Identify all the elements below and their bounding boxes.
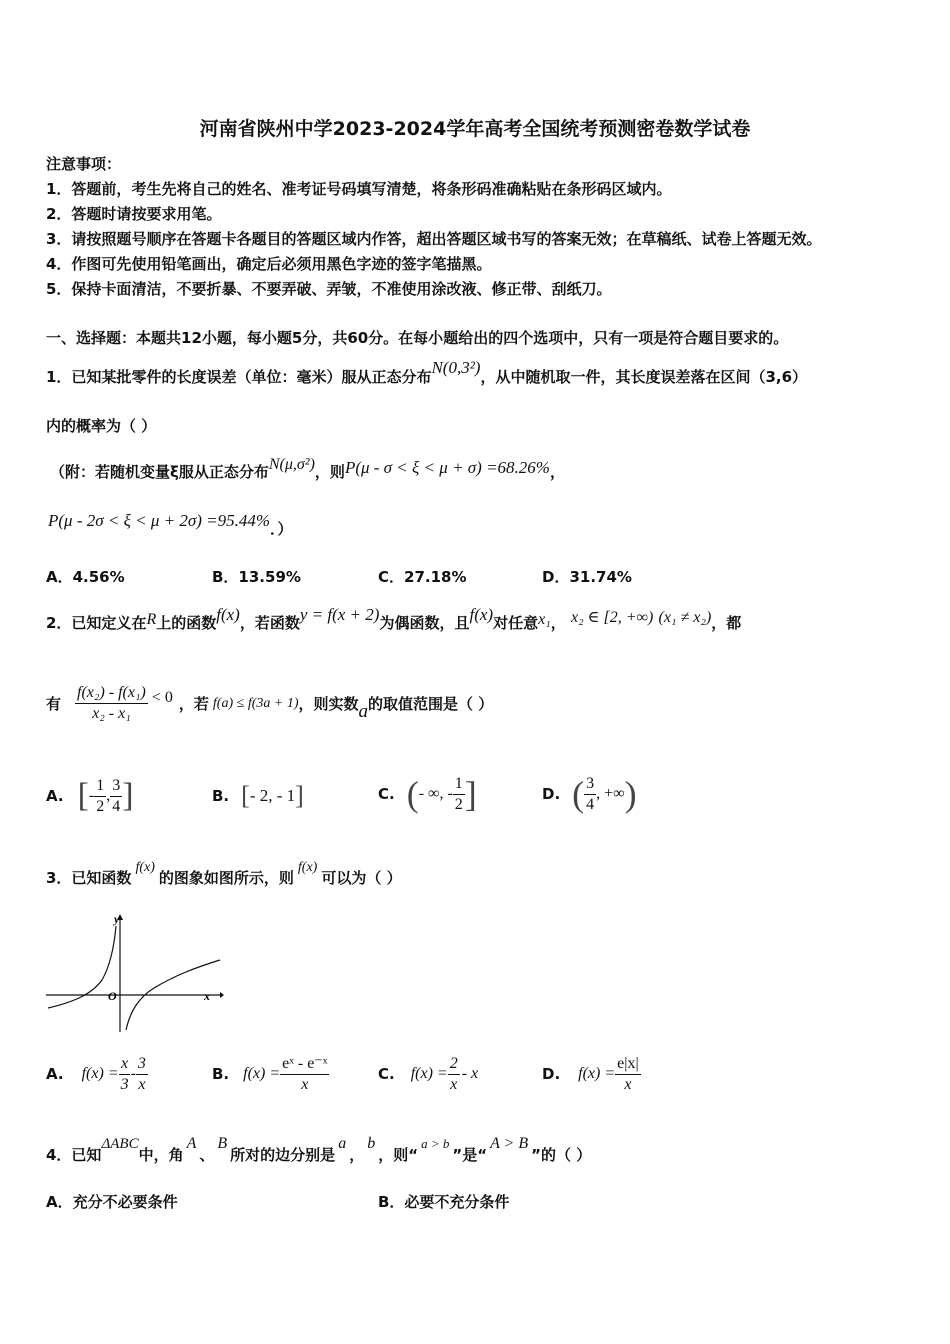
q3-option-c-label: C. [378, 1065, 395, 1083]
q2-text-g: ，若 [178, 695, 209, 713]
q1-note [50, 456, 565, 482]
q4-option-a[interactable]: A．充分不必要条件 [46, 1193, 178, 1211]
q4-text-b: 中，角 [138, 1146, 184, 1164]
q4-stem [46, 1135, 592, 1165]
frac-num: x [119, 1054, 130, 1075]
q1-note-b: ，则 [314, 463, 345, 481]
q4-text-e: ”是“ [452, 1146, 488, 1164]
q2-text-b: 上的函数 [156, 614, 217, 632]
q3-stem [46, 860, 402, 888]
q2-option-c-frac [453, 774, 465, 815]
q2-option-b-content: - 2, - 1 [249, 786, 296, 805]
q2-stem [46, 605, 742, 633]
q1-p1-tail: ， [549, 463, 565, 481]
left-paren-icon: ( [406, 774, 419, 814]
notice-item-4: 4．作图可先使用铅笔画出，确定后必须用黑色字迹的签字笔描黑。 [46, 255, 492, 273]
q1-text-c: 内的概率为（ ） [46, 417, 157, 435]
q4-sep: 、 [199, 1146, 215, 1164]
q3-option-c-frac [448, 1054, 460, 1095]
q2-option-a-sign: - [88, 787, 95, 804]
notice-item-5: 5．保持卡面清洁，不要折暴、不要弄破、弄皱，不准使用涂改液、修正带、刮纸刀。 [46, 280, 612, 298]
q4-cond2: A > B [490, 1135, 529, 1152]
q3-option-a-label: A. [46, 1065, 64, 1083]
frac-den: 4 [586, 795, 595, 813]
q2-option-d-frac [584, 774, 596, 815]
frac-den: x [138, 1075, 146, 1093]
q2-neq: (x₁ ≠ x₂) [658, 609, 712, 626]
q4-text-d: ，则“ [378, 1146, 419, 1164]
q1-p1: P(μ - σ < ξ < μ + σ) =68.26% [344, 458, 550, 477]
q2-option-b[interactable] [212, 772, 304, 820]
q2-fraction [75, 683, 148, 724]
q3-option-b-lhs: f(x) = [243, 1065, 281, 1082]
right-paren-icon: ) [624, 774, 637, 814]
q4-B: B [217, 1135, 228, 1152]
q4-text-a: 4．已知 [46, 1146, 102, 1164]
q1-note-2 [48, 510, 293, 538]
q2-option-c-left: - ∞, - [418, 785, 453, 802]
q3-fx: f(x) [135, 860, 155, 875]
page-title: 河南省陕州中学2023-2024学年高考全国统考预测密卷数学试卷 [199, 118, 751, 140]
q2-option-a[interactable] [46, 772, 134, 820]
q3-option-c-lhs: f(x) = [410, 1065, 448, 1082]
notice-heading: 注意事项： [46, 155, 122, 173]
q4-a: a [338, 1135, 347, 1152]
right-bracket-icon: ] [122, 777, 134, 814]
q1-option-c[interactable]: C．27.18% [378, 568, 467, 586]
q2-text-e: 对任意 [493, 614, 539, 632]
q2-you: 有 [46, 695, 62, 713]
curve-left-branch [48, 926, 116, 1008]
x-label: x [204, 989, 210, 1003]
q2-a: a [358, 700, 368, 722]
q3-text-a: 3．已知函数 [46, 869, 132, 887]
q2-shift: y = f(x + 2) [299, 605, 380, 624]
notice-item-3: 3．请按照题号顺序在答题卡各题目的答题区域内作答，超出答题区域书写的答案无效；在草稿纸、试卷上答题无效。 [46, 230, 822, 248]
q1-text-b: ，从中随机取一件，其长度误差落在区间（3,6） [480, 368, 808, 386]
q2-comma: ， [550, 614, 566, 632]
frac-num: 3 [584, 774, 596, 795]
q3-option-d-lhs: f(x) = [578, 1065, 616, 1082]
q2-x1: x₁ [538, 611, 551, 628]
q2-option-c[interactable] [378, 768, 477, 820]
left-paren-icon: ( [572, 774, 585, 814]
q1-note-dist: N(μ,σ²) [268, 456, 315, 473]
q2-option-c-label: C. [378, 785, 395, 803]
q2-option-a-frac1 [94, 776, 106, 817]
q4-A: A [186, 1135, 197, 1152]
q4-cond1: a > b [421, 1136, 450, 1151]
q3-option-a-frac1 [119, 1054, 131, 1095]
q1-p2-tail: ．） [270, 520, 293, 538]
frac-num: 3 [110, 776, 122, 797]
q3-option-a-lhs: f(x) = [81, 1065, 119, 1082]
q4-text-c: 所对的边分别是 [230, 1146, 336, 1164]
frac-num: e|x| [615, 1054, 641, 1075]
q2-text-d: 为偶函数，且 [379, 614, 470, 632]
q4-option-b[interactable]: B．必要不充分条件 [378, 1193, 510, 1211]
q1-option-b[interactable]: B．13.59% [212, 568, 301, 586]
q1-p2: P(μ - 2σ < ξ < μ + 2σ) =95.44% [48, 511, 271, 530]
q2-text-i: 的取值范围是（ ） [368, 695, 494, 713]
frac-den: 4 [112, 797, 121, 815]
frac-num: 2 [448, 1054, 460, 1075]
q4-comma: ， [349, 1146, 365, 1164]
left-bracket-icon: [ [77, 777, 89, 814]
q3-option-d[interactable] [542, 1050, 641, 1098]
frac-num: eˣ - e⁻ˣ [280, 1054, 329, 1075]
notice-item-1: 1．答题前，考生先将自己的姓名、准考证号码填写清楚，将条形码准确粘贴在条形码区域内。 [46, 180, 672, 198]
q2-option-d-right: , +∞ [596, 785, 625, 802]
q3-option-a-minus: - [130, 1065, 136, 1082]
q2-option-a-frac2 [110, 776, 122, 817]
frac-num: 1 [94, 776, 106, 797]
right-bracket-icon: ] [295, 781, 304, 810]
frac-num: 3 [136, 1054, 148, 1075]
q3-option-d-label: D. [542, 1065, 561, 1083]
q3-option-d-frac [615, 1054, 641, 1095]
q4-text-f: ”的（ ） [531, 1146, 592, 1164]
frac-den: 2 [96, 797, 105, 815]
q3-option-c-tail: - x [461, 1065, 479, 1082]
q3-function-graph [44, 908, 224, 1036]
frac-den: 2 [454, 795, 463, 813]
frac-num: 1 [453, 774, 465, 795]
q4-tri: ΔABC [101, 1136, 139, 1152]
frac-den: 3 [120, 1075, 129, 1093]
q3-option-b-frac [280, 1054, 329, 1095]
q3-option-a[interactable] [46, 1050, 148, 1098]
section-heading: 一、选择题：本题共12小题，每小题5分，共60分。在每小题给出的四个选项中，只有一项是符合题目要求的。 [46, 329, 789, 347]
q1-note-a: （附：若随机变量ξ服从正态分布 [50, 463, 269, 481]
q2-text-a: 2．已知定义在 [46, 614, 147, 632]
q1-option-d[interactable]: D．31.74% [542, 568, 632, 586]
frac-den: x [301, 1075, 309, 1093]
q2-option-d[interactable] [542, 768, 637, 820]
q2-frac-num: f(x₂) - f(x₁) [75, 683, 148, 704]
q2-x2range: x₂ ∈ [2, +∞) [571, 609, 654, 626]
q3-option-b-label: B. [212, 1065, 230, 1083]
q2-text-h: ，则实数 [298, 695, 359, 713]
q1-text-a: 1．已知某批零件的长度误差（单位：毫米）服从正态分布 [46, 368, 432, 386]
q4-b: b [367, 1135, 376, 1152]
x-axis-arrow-icon [220, 992, 224, 998]
notice-item-2: 2．答题时请按要求用笔。 [46, 205, 222, 223]
q2-fx-2: f(x) [469, 605, 494, 624]
left-bracket-icon: [ [241, 781, 250, 810]
q2-condition [46, 683, 493, 724]
q3-fx-2: f(x) [297, 860, 318, 875]
q2-text-f: ，都 [711, 614, 742, 632]
q2-frac-den: x₂ - x₁ [92, 705, 131, 722]
q1-stem [46, 358, 808, 387]
q2-R: R [146, 611, 157, 628]
q2-option-a-label: A. [46, 787, 64, 805]
frac-den: x [450, 1075, 458, 1093]
q2-lt0: < 0 [151, 688, 173, 706]
q2-fx: f(x) [216, 605, 240, 624]
q2-option-d-label: D. [542, 785, 561, 803]
q2-text-c: ，若函数 [239, 614, 300, 632]
q3-option-a-frac2 [136, 1054, 148, 1095]
q3-text-b: 的图象如图所示，则 [158, 869, 294, 887]
q3-text-c: 可以为（ ） [321, 869, 402, 887]
comma: , [106, 787, 111, 804]
y-label: y [114, 912, 120, 926]
q1-dist: N(0,3²) [431, 358, 481, 377]
origin-label: O [108, 989, 117, 1003]
q3-option-b[interactable] [212, 1050, 329, 1098]
q1-option-a[interactable]: A．4.56% [46, 568, 125, 586]
q2-option-b-label: B. [212, 787, 230, 805]
frac-den: x [624, 1075, 632, 1093]
right-bracket-icon: ] [464, 774, 477, 814]
q3-option-c[interactable] [378, 1050, 478, 1098]
q2-cond: f(a) ≤ f(3a + 1) [212, 695, 299, 711]
